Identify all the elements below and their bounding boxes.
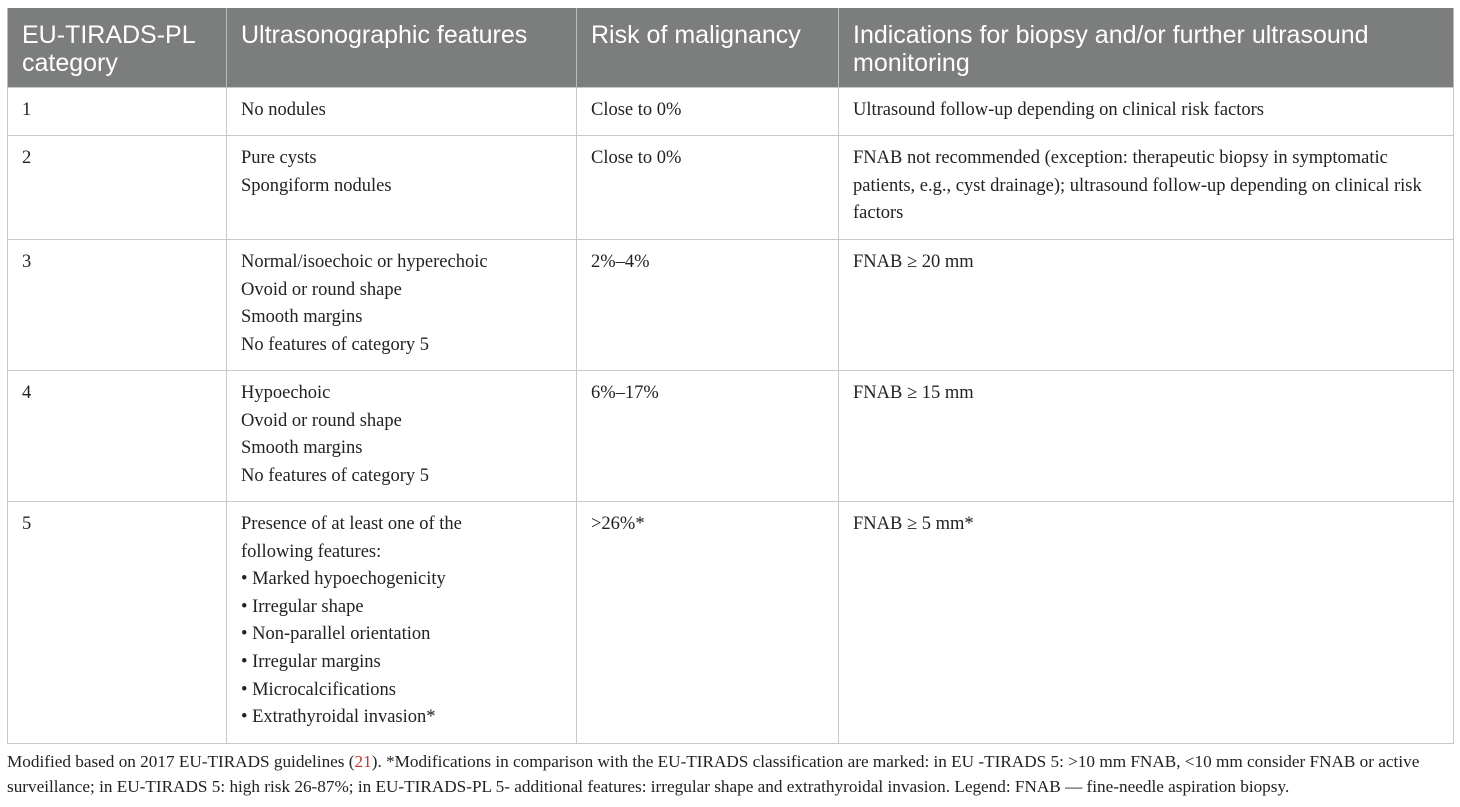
cell-risk: Close to 0% bbox=[577, 88, 839, 136]
footnote-text-end: ). *Modifications in comparison with the EU-TIRADS classification are marked: in EU -TIRADS 5: >10 mm FNAB, <10 mm consider FNAB or active surveillance; in EU-TIRADS 5: high risk 26-87%; in EU-TIRADS-PL 5- additional features: irregular shape and extrathyroidal invasion. Legend: FNAB — fine-needle aspiration biopsy. bbox=[7, 752, 1420, 796]
feature-bullet: • Non-parallel orientation bbox=[241, 624, 431, 645]
feature-bullet: • Marked hypoechogenicity bbox=[241, 569, 446, 590]
table-row bbox=[8, 502, 1454, 744]
feature-line: Hypoechoic bbox=[241, 383, 331, 403]
footnote-text-start: Modified based on 2017 EU-TIRADS guidelines ( bbox=[7, 752, 355, 771]
eu-tirads-pl-table bbox=[7, 8, 1454, 744]
header-risk: Risk of malignancy bbox=[577, 8, 839, 88]
feature-line: Spongiform nodules bbox=[241, 175, 392, 196]
cell-category: 2 bbox=[8, 136, 227, 240]
cell-indication: Ultrasound follow-up depending on clinical risk factors bbox=[839, 88, 1454, 136]
feature-line: No nodules bbox=[241, 100, 326, 120]
feature-bullet: • Extrathyroidal invasion* bbox=[241, 707, 436, 728]
cell-risk: 6%–17% bbox=[577, 371, 839, 502]
feature-line: Normal/isoechoic or hyperechoic bbox=[241, 252, 488, 272]
feature-line: Presence of at least one of the bbox=[241, 514, 462, 534]
feature-line: Smooth margins bbox=[241, 307, 363, 328]
cell-risk: 2%–4% bbox=[577, 240, 839, 371]
cell-indication: FNAB ≥ 20 mm bbox=[839, 240, 1454, 371]
table-header-row bbox=[8, 8, 1454, 88]
feature-bullet: • Microcalcifications bbox=[241, 679, 396, 700]
table-footnote bbox=[7, 749, 1453, 799]
header-category: EU-TIRADS-PL category bbox=[8, 8, 227, 88]
cell-category: 5 bbox=[8, 502, 227, 744]
cell-risk: Close to 0% bbox=[577, 136, 839, 240]
table-row bbox=[8, 136, 1454, 240]
feature-line: Smooth margins bbox=[241, 438, 363, 459]
cell-risk: >26%* bbox=[577, 502, 839, 744]
cell-features bbox=[227, 136, 577, 240]
feature-line: Ovoid or round shape bbox=[241, 410, 402, 431]
feature-line: Pure cysts bbox=[241, 148, 317, 168]
classification-table-container bbox=[7, 8, 1453, 744]
feature-bullet: • Irregular shape bbox=[241, 596, 364, 617]
cell-indication: FNAB not recommended (exception: therapeutic biopsy in symptomatic patients, e.g., cyst drainage); ultrasound follow-up depending on clinical risk factors bbox=[839, 136, 1454, 240]
feature-line: No features of category 5 bbox=[241, 465, 429, 486]
cell-category: 1 bbox=[8, 88, 227, 136]
header-features: Ultrasonographic features bbox=[227, 8, 577, 88]
feature-bullet: • Irregular margins bbox=[241, 651, 381, 672]
header-indications: Indications for biopsy and/or further ultrasound monitoring bbox=[839, 8, 1454, 88]
feature-line: Ovoid or round shape bbox=[241, 279, 402, 300]
cell-category: 4 bbox=[8, 371, 227, 502]
cell-features bbox=[227, 502, 577, 744]
cell-features bbox=[227, 240, 577, 371]
cell-category: 3 bbox=[8, 240, 227, 371]
cell-features bbox=[227, 371, 577, 502]
reference-link[interactable]: 21 bbox=[354, 752, 372, 771]
table-row bbox=[8, 88, 1454, 136]
cell-indication: FNAB ≥ 5 mm* bbox=[839, 502, 1454, 744]
table-row bbox=[8, 240, 1454, 371]
cell-indication: FNAB ≥ 15 mm bbox=[839, 371, 1454, 502]
table-row bbox=[8, 371, 1454, 502]
cell-features bbox=[227, 88, 577, 136]
feature-line: following features: bbox=[241, 541, 382, 562]
feature-line: No features of category 5 bbox=[241, 334, 429, 355]
